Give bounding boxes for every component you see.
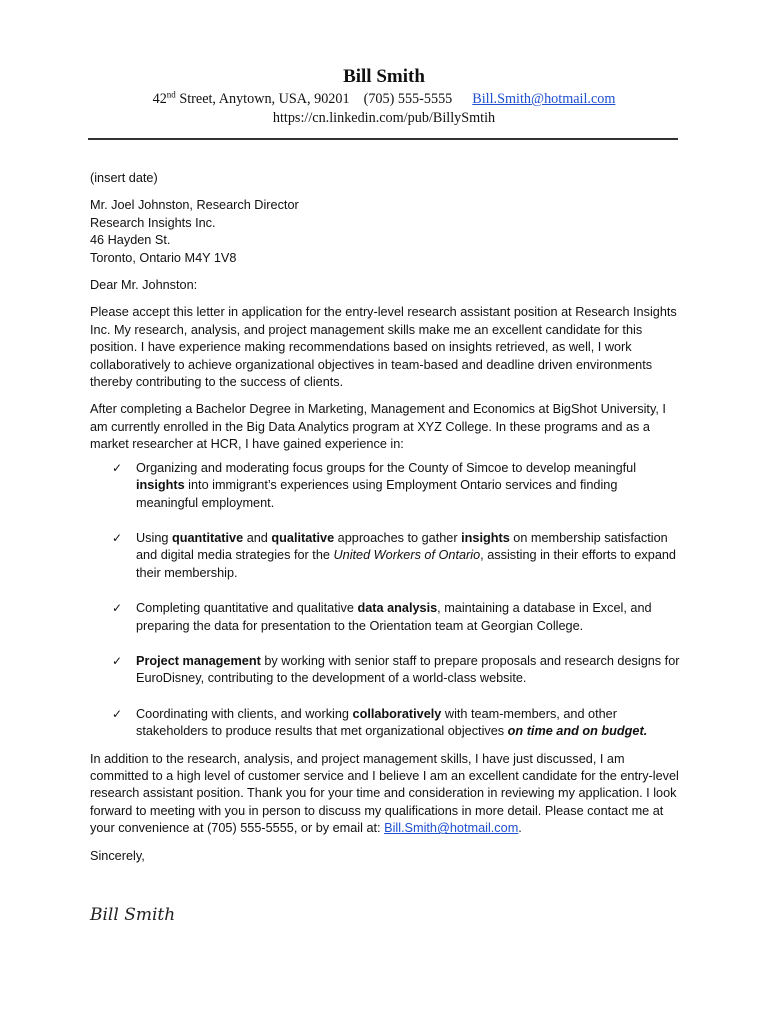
list-item: ✓ Project management by working with senior staff to prepare proposals and research designs for EuroDisney, contributing to the development of a world-class website. <box>112 653 680 686</box>
letter-date: (insert date) <box>90 171 158 185</box>
recipient-line: Mr. Joel Johnston, Research Director <box>90 198 299 213</box>
paragraph-education: After completing a Bachelor Degree in Marketing, Management and Economics at BigShot University, I am currently enrolled in the Big Data Analytics program at XYZ College. In these programs and as a market researcher at HCR, I have gained experience in: <box>90 402 666 452</box>
salutation: Dear Mr. Johnston: <box>90 278 198 293</box>
letter-body <box>90 170 680 865</box>
recipient-line: 46 Hayden St. <box>90 233 171 248</box>
checkmark-icon: ✓ <box>112 653 123 668</box>
address-number: 42 <box>152 91 167 107</box>
header-divider <box>88 138 678 140</box>
checkmark-icon: ✓ <box>112 530 123 545</box>
paragraph-closing: In addition to the research, analysis, and project management skills, I have just discussed, I am committed to a high level of customer service and I believe I am an excellent candidate for the entry-level research assistant position. Thank you for your time and consideration in reviewing my application. I look forward to meeting with you in person to discuss my qualifications in more detail. Please contact me at your convenience at (705) 555-5555, or by email at: Bill.Smith@hotmail.com. <box>90 751 679 836</box>
letterhead <box>0 64 768 128</box>
linkedin-url: https://cn.linkedin.com/pub/BillySmtih <box>272 110 496 126</box>
checkmark-icon: ✓ <box>112 460 123 475</box>
recipient-block <box>90 197 680 267</box>
email-link-body[interactable]: Bill.Smith@hotmail.com <box>384 821 519 836</box>
checkmark-icon: ✓ <box>112 601 123 616</box>
phone-number: (705) 555-5555 <box>363 91 453 107</box>
recipient-line: Toronto, Ontario M4Y 1V8 <box>90 250 237 265</box>
contact-line <box>0 90 768 109</box>
list-item: ✓ Coordinating with clients, and working collaboratively with team-members, and other stakeholders to produce results that met organizational objectives on time and on budget. <box>112 706 648 739</box>
list-item: ✓ Using quantitative and qualitative approaches to gather insights on membership satisfaction and digital media strategies for the United Workers of Ontario, assisting in their efforts to expand their membership. <box>112 530 676 580</box>
email-link[interactable]: Bill.Smith@hotmail.com <box>472 91 616 107</box>
checkmark-icon: ✓ <box>112 706 123 721</box>
experience-list <box>90 460 680 741</box>
sender-name: Bill Smith <box>343 66 425 87</box>
address-suffix: nd <box>166 89 176 100</box>
address-text: Street, Anytown, USA, 90201 <box>175 91 350 107</box>
closing: Sincerely, <box>90 848 145 863</box>
paragraph-intro: Please accept this letter in application for the entry-level research assistant position at Research Insights Inc. My research, analysis, and project management skills make me an excellent candidate for this position. I have experience making recommendations based on insights retrieved, as well, I work collaboratively to achieve organizational objectives in team-based and deadline driven environments thereby contributing to the success of clients. <box>90 305 677 390</box>
list-item: ✓ Organizing and moderating focus groups for the County of Simcoe to develop meaningful insights into immigrant’s experiences using Employment Ontario services and finding meaningful employment. <box>112 460 637 510</box>
list-item: ✓ Completing quantitative and qualitative data analysis, maintaining a database in Excel, and preparing the data for presentation to the Orientation team at Georgian College. <box>112 601 652 633</box>
signature: Bill Smith <box>90 905 176 925</box>
recipient-line: Research Insights Inc. <box>90 215 216 230</box>
